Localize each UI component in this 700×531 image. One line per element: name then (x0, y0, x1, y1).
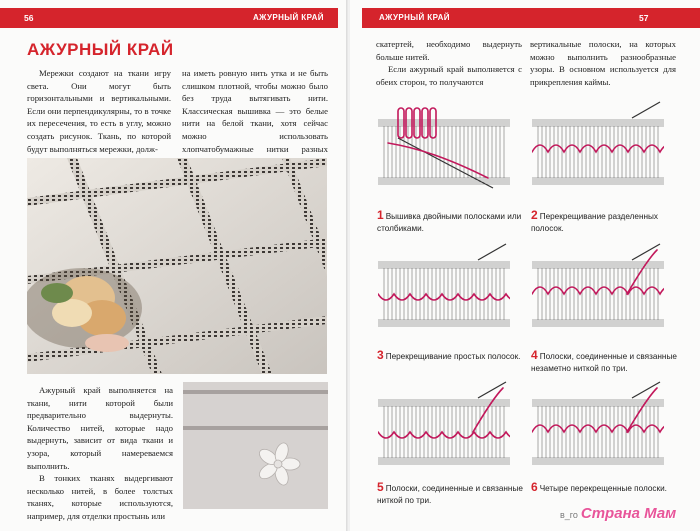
diagram-3 (378, 240, 510, 348)
running-title-left: АЖУРНЫЙ КРАЙ (253, 13, 324, 22)
page-number-right: 57 (639, 13, 649, 23)
body-text-bottom: Ажурный край выполняется на ткани, нити которой были предварительно выдернуты. Количество нитей, которые надо выдернуть, зависит от вида ткани и узора, который намереваемся выполнить. В тонких тканях выдергивают несколько нитей, в более толстых тканях, которые используются, например, для отделки простынь или (27, 385, 173, 521)
stitch-diagram (378, 98, 510, 206)
diagram-1 (378, 98, 510, 206)
intro-col2: на иметь ровную нить утка и не быть слишком плотной, чтобы можно было без труда вытягивать нити. Классическая вышивка — это белые нити на белой ткани, хотя сейчас можно использовать хлопчатобумажные нитки разных (182, 68, 328, 154)
stitch-diagram (378, 240, 510, 348)
watermark: в_го Страна Мам (560, 505, 677, 522)
stitch-diagram (532, 240, 664, 348)
diagram-4 (532, 240, 664, 348)
right-header-bar (362, 8, 700, 28)
left-header-bar (0, 8, 338, 28)
caption-4: 4 Полоски, соединенные и связанные незаметно ниткой по три. (531, 348, 677, 373)
diagram-6 (532, 378, 664, 486)
caption-3: 3 Перекрещивание простых полосок. (377, 348, 521, 362)
caption-1: 1 Вышивка двойными полосками или столбиками. (377, 208, 522, 233)
intro-col1: Мережки создают на ткани игру света. Они могут быть горизонтальными и вертикальными. Если они перпендикулярны, то в точке их пересечения, то есть в углу, можно создать рисунок. Ткань, по которой будут выполняться мережки, долж- (27, 68, 171, 154)
right-col1: скатертей, необходимо выдернуть больше нитей. Если ажурный край выполняется с обеих сторон, то получаются (376, 39, 522, 87)
stitch-diagram (532, 378, 664, 486)
diagram-5 (378, 378, 510, 486)
page-title: АЖУРНЫЙ КРАЙ (27, 40, 174, 59)
diagram-2 (532, 98, 664, 206)
stitch-diagram (378, 378, 510, 486)
caption-2: 2 Перекрещивание разделенных полосок. (531, 208, 658, 233)
stitch-diagram (532, 98, 664, 206)
right-col2: вертикальные полоски, на которых можно выполнить разнообразные узоры. В основном используется для прикрепления каймы. (530, 39, 676, 87)
left-page (0, 0, 348, 531)
tablecloth-photo (27, 158, 327, 374)
running-title-right: АЖУРНЫЙ КРАЙ (379, 13, 450, 22)
caption-5: 5 Полоски, соединенные и связанные ниткой по три. (377, 480, 523, 505)
right-page (350, 0, 700, 531)
page-number-left: 56 (24, 13, 34, 23)
embroidery-photo (183, 382, 328, 509)
caption-6: 6 Четыре перекрещенные полоски. (531, 480, 667, 494)
